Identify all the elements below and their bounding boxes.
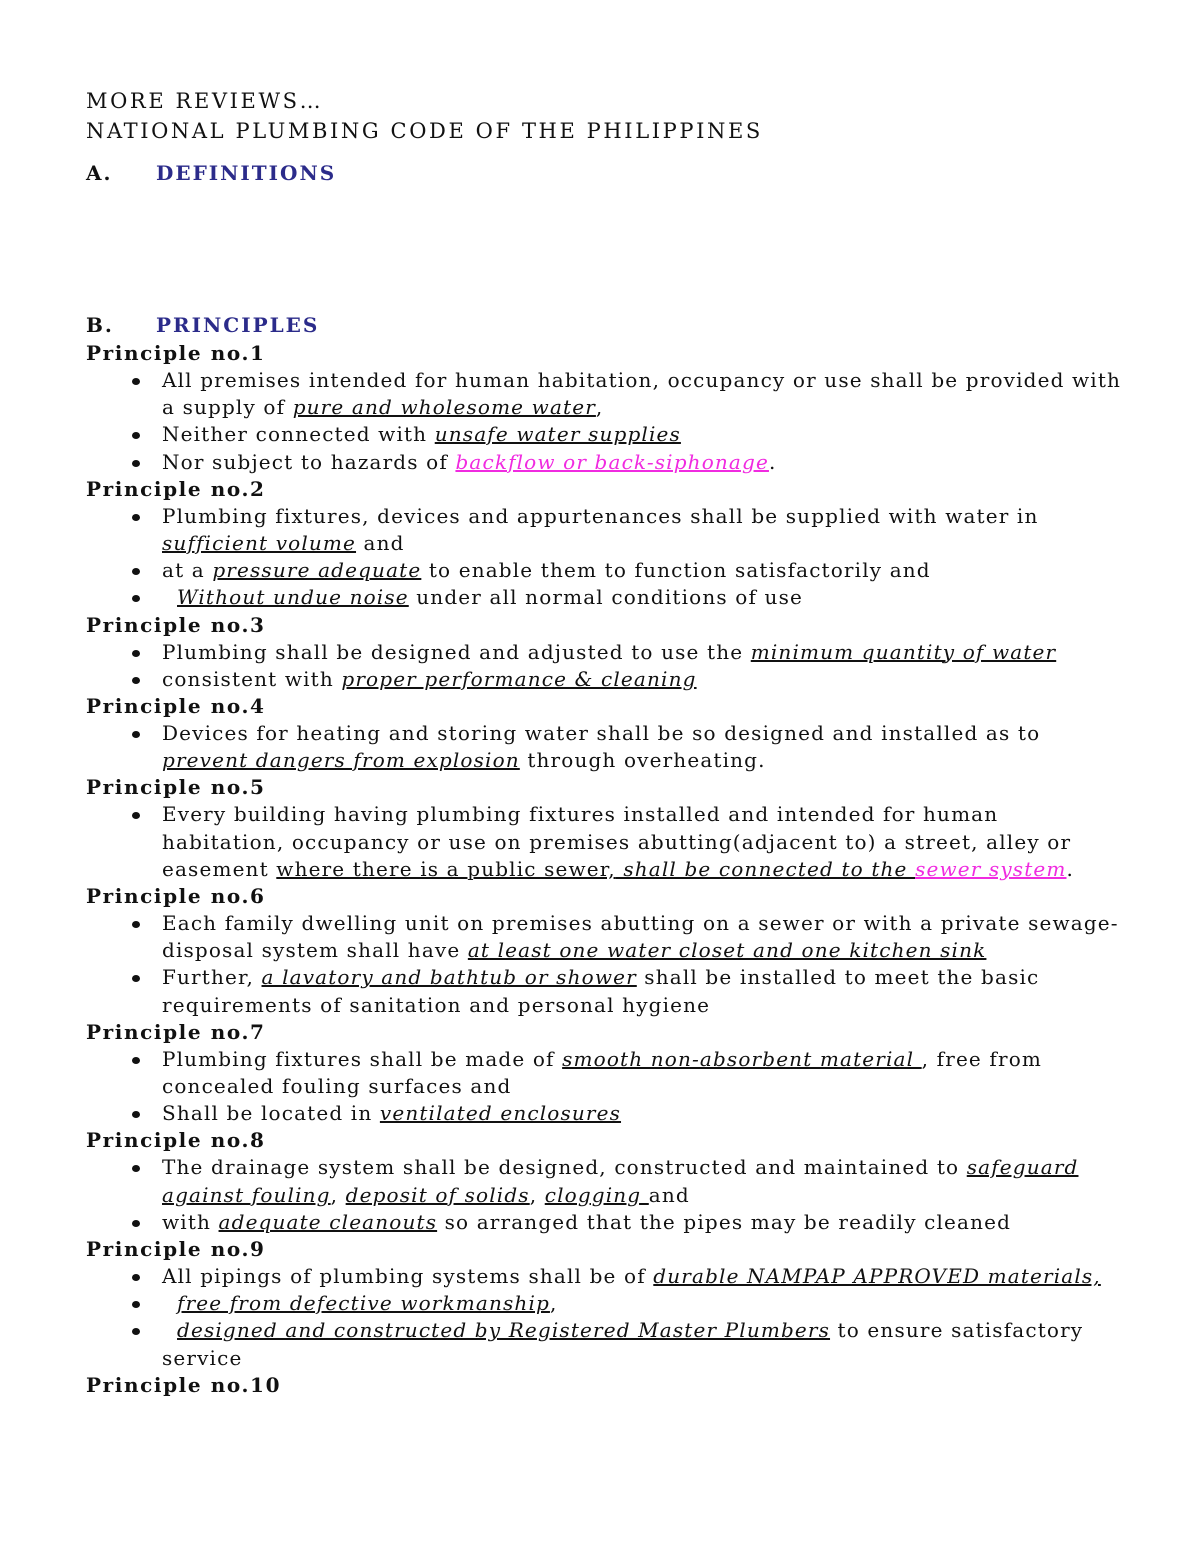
item-text: and — [356, 531, 405, 556]
list-item — [162, 1100, 1126, 1127]
item-text: shall be installed to meet the basic requirements of sanitation and personal hygiene — [162, 965, 1040, 1017]
bullet-icon — [132, 432, 140, 439]
principle-list — [86, 1263, 1126, 1372]
doc-title-line2: NATIONAL PLUMBING CODE OF THE PHILIPPINES — [86, 119, 763, 143]
section-b-name: PRINCIPLES — [156, 313, 320, 337]
item-text: Nor subject to hazards of — [162, 449, 456, 474]
bullet-icon — [132, 975, 140, 982]
underlined-term: free from defective workmanship — [177, 1291, 550, 1316]
underlined-term: shall be connected to the — [615, 856, 916, 881]
bullet-icon — [132, 677, 140, 684]
principle-heading: Principle no.5 — [86, 775, 266, 800]
list-item — [162, 1317, 1126, 1371]
doc-title-line1: MORE REVIEWS… — [86, 89, 324, 113]
list-item — [162, 1263, 1126, 1290]
section-b-letter: B. — [86, 313, 114, 337]
item-text — [162, 1318, 177, 1342]
list-item — [162, 584, 1126, 611]
principle-list — [86, 910, 1126, 1019]
item-text: Plumbing shall be designed and adjusted to use the — [162, 639, 751, 664]
list-item — [162, 1209, 1126, 1236]
list-item — [162, 503, 1126, 557]
list-item — [162, 801, 1126, 883]
underlined-term: adequate cleanouts — [218, 1209, 438, 1234]
item-text: , free from concealed fouling surfaces and — [162, 1046, 1042, 1099]
underlined-term: Without undue noise — [177, 585, 409, 610]
list-item — [162, 449, 1126, 476]
item-text: . — [768, 449, 777, 474]
bullet-icon — [132, 568, 140, 575]
principle-heading: Principle no.2 — [86, 476, 266, 501]
item-text: All premises intended for human habitation, occupancy or use shall be provided with a supply of — [162, 368, 1122, 420]
bullet-icon — [132, 460, 140, 467]
principle-list — [86, 367, 1126, 476]
section-a-letter: A. — [86, 161, 113, 185]
item-text: under all normal conditions of use — [408, 585, 803, 610]
bullet-icon — [132, 1165, 140, 1172]
bullet-icon — [132, 1301, 140, 1308]
list-item — [162, 1290, 1126, 1317]
principle-heading: Principle no.4 — [86, 694, 266, 719]
section-a-name: DEFINITIONS — [156, 161, 337, 185]
list-item — [162, 639, 1126, 666]
item-text: so arranged that the pipes may be readily cleaned — [437, 1209, 1012, 1234]
bullet-icon — [132, 1274, 140, 1281]
principle-heading: Principle no.9 — [86, 1237, 266, 1262]
underlined-term: safeguard against fouling — [162, 1155, 1079, 1207]
document-body — [86, 86, 1126, 1399]
item-text: Further, — [162, 965, 262, 990]
bullet-icon — [132, 731, 140, 738]
principle-heading: Principle no.3 — [86, 612, 266, 637]
list-item — [162, 964, 1126, 1018]
principle-heading: Principle no.1 — [86, 341, 266, 365]
bullet-icon — [132, 921, 140, 928]
underlined-term: clogging — [544, 1182, 649, 1207]
list-item — [162, 910, 1126, 964]
bullet-icon — [132, 514, 140, 521]
underlined-term: deposit of solids — [345, 1182, 530, 1207]
principle-list — [86, 639, 1126, 693]
item-text: Each family dwelling unit on premises abutting on a sewer or with a private sewage-disposal system shall have — [162, 911, 1119, 963]
bullet-icon — [132, 812, 140, 819]
item-text — [162, 1291, 177, 1315]
item-text: to ensure satisfactory service — [162, 1318, 1084, 1370]
bullet-icon — [132, 595, 140, 602]
item-text: consistent with — [162, 666, 342, 691]
item-text: Every building having plumbing fixtures installed and intended for human habitation, occupancy or use on premises abutting(adjacent to) a street, alley or easement — [162, 802, 1072, 881]
principle-list — [86, 1046, 1126, 1128]
principle-heading: Principle no.8 — [86, 1128, 266, 1153]
bullet-icon — [132, 378, 140, 385]
bullet-icon — [132, 650, 140, 657]
item-text: , — [529, 1182, 545, 1207]
principle-list — [86, 503, 1126, 612]
list-item — [162, 421, 1126, 448]
principle-heading: Principle no.6 — [86, 884, 266, 909]
underlined-term: pure and wholesome water — [292, 395, 596, 420]
underlined-term: sufficient volume — [162, 531, 357, 556]
underlined-term: designed and constructed by Registered Master Plumbers — [177, 1318, 831, 1343]
underlined-term: a lavatory and bathtub or shower — [261, 965, 637, 990]
principle-list — [86, 801, 1126, 883]
underlined-term: proper performance & cleaning — [341, 666, 697, 691]
list-item — [162, 1154, 1126, 1208]
principle-list — [86, 1154, 1126, 1236]
list-item — [162, 720, 1126, 774]
underlined-term: smooth non-absorbent material — [562, 1046, 922, 1071]
item-text — [162, 585, 177, 609]
section-b-heading — [86, 310, 1126, 340]
underlined-term: ventilated enclosures — [379, 1101, 622, 1126]
item-text: Shall be located in — [162, 1101, 380, 1126]
item-text: Plumbing fixtures, devices and appurtenances shall be supplied with water in — [162, 503, 1039, 528]
item-text: The drainage system shall be designed, constructed and maintained to — [162, 1155, 967, 1180]
underlined-term: where there is a public sewer, — [276, 856, 616, 881]
item-text: . — [1066, 856, 1075, 881]
item-text: , — [595, 395, 604, 420]
list-item — [162, 666, 1126, 693]
item-text: and — [648, 1182, 690, 1207]
section-a-heading — [86, 158, 1126, 188]
underlined-term: durable NAMPAP APPROVED materials, — [653, 1264, 1101, 1289]
principle-list — [86, 720, 1126, 774]
bullet-icon — [132, 1220, 140, 1227]
item-text: Devices for heating and storing water shall be so designed and installed as to — [162, 721, 1041, 746]
principle-heading: Principle no.7 — [86, 1019, 266, 1044]
underlined-term: at least one water closet and one kitchen sink — [467, 938, 987, 963]
item-text: to enable them to function satisfactorily and — [421, 558, 931, 583]
item-text: Neither connected with — [162, 422, 435, 447]
item-text: All pipings of plumbing systems shall be of — [162, 1264, 654, 1289]
underlined-term: minimum quantity of water — [750, 639, 1057, 664]
principle-heading: Principle no.10 — [86, 1372, 282, 1397]
highlighted-term: sewer system — [915, 856, 1067, 881]
underlined-term: prevent dangers from explosion — [162, 748, 520, 773]
item-text: with — [162, 1209, 219, 1234]
list-item — [162, 367, 1126, 421]
item-text: , — [549, 1291, 558, 1316]
item-text: through overheating. — [519, 748, 766, 773]
highlighted-term: backflow or back-siphonage — [455, 449, 769, 474]
list-item — [162, 1046, 1126, 1100]
bullet-icon — [132, 1057, 140, 1064]
item-text: , — [330, 1182, 346, 1207]
bullet-icon — [132, 1328, 140, 1335]
underlined-term: pressure adequate — [212, 558, 422, 583]
underlined-term: unsafe water supplies — [434, 422, 681, 447]
bullet-icon — [132, 1111, 140, 1118]
item-text: at a — [162, 558, 213, 583]
item-text: Plumbing fixtures shall be made of — [162, 1046, 563, 1071]
list-item — [162, 557, 1126, 584]
